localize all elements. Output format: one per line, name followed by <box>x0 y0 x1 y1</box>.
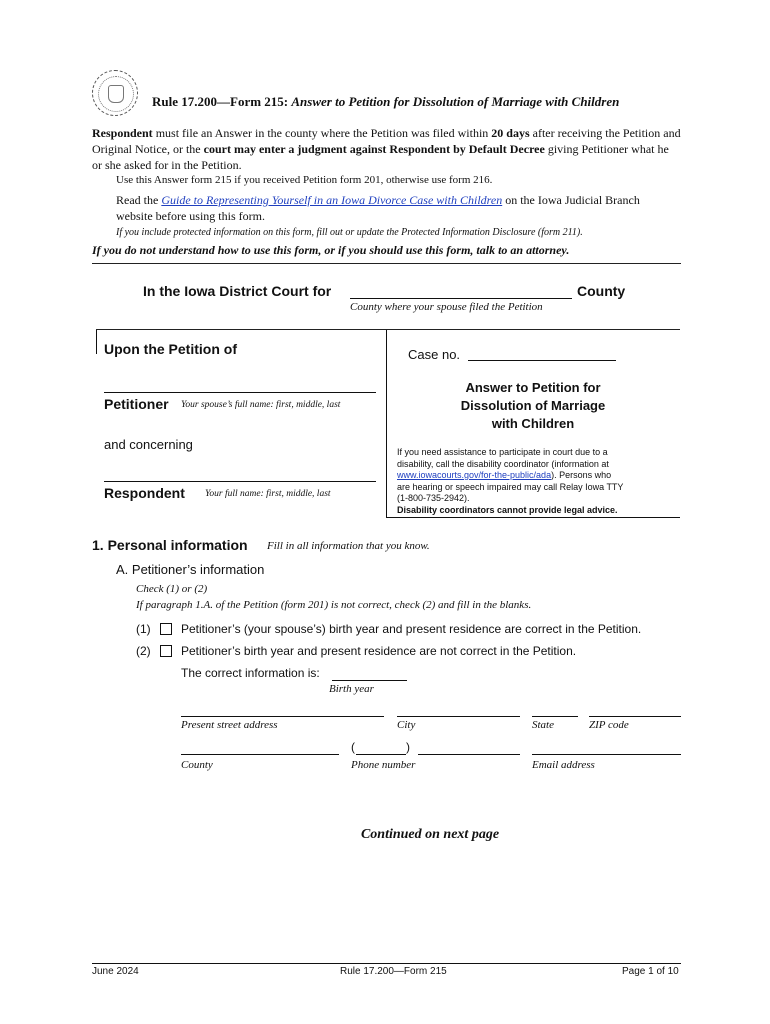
ada-link[interactable]: www.iowacourts.gov/for-the-public/ada <box>397 470 552 480</box>
county-label: County <box>577 283 626 299</box>
street-address-line[interactable] <box>181 716 384 717</box>
petitioner-hint: Your spouse’s full name: first, middle, last <box>181 400 341 410</box>
petitioner-label: Petitioner <box>104 396 169 412</box>
county-residence-line[interactable] <box>181 754 339 755</box>
birth-year-line[interactable] <box>332 680 407 681</box>
county-input-line[interactable] <box>350 298 572 299</box>
case-number-label: Case no. <box>408 347 461 362</box>
divider <box>92 263 681 264</box>
check-instruction: Check (1) or (2) <box>136 583 208 595</box>
case-number-line[interactable] <box>468 360 616 361</box>
section-1-hint: Fill in all information that you know. <box>267 540 430 552</box>
form-header <box>152 94 619 110</box>
county-residence-hint: County <box>181 759 213 771</box>
caption-left-tick <box>96 330 97 354</box>
city-line[interactable] <box>397 716 520 717</box>
street-address-hint: Present street address <box>181 719 278 731</box>
concerning-label: and concerning <box>104 437 193 452</box>
phone-hint: Phone number <box>351 759 416 771</box>
correct-info-label: The correct information is: <box>181 666 320 680</box>
option-2-checkbox[interactable] <box>160 645 172 657</box>
state-line[interactable] <box>532 716 578 717</box>
petitioner-info-heading: A. Petitioner’s information <box>116 562 265 577</box>
option-1-checkbox[interactable] <box>160 623 172 635</box>
section-1-heading: 1. Personal information <box>92 537 248 553</box>
protected-info-note: If you include protected information on this form, fill out or update the Protected Information Disclosure (form 211). <box>116 227 583 238</box>
option-2-label: Petitioner’s birth year and present residence are not correct in the Petition. <box>181 644 577 658</box>
read-guide-note: Read the Guide to Representing Yourself in an Iowa Divorce Case with Children on the Iowa Judicial Branch website before using this form. <box>116 193 640 223</box>
continued-note: Continued on next page <box>360 827 500 842</box>
zip-code-line[interactable] <box>589 716 681 717</box>
option-1-number: (1) <box>136 622 151 636</box>
phone-number-line[interactable] <box>418 754 520 755</box>
if-paragraph-instruction: If paragraph 1.A. of the Petition (form 201) is not correct, check (2) and fill in the blanks. <box>136 599 532 611</box>
respondent-name-line[interactable] <box>104 481 376 482</box>
footer-divider <box>92 963 681 964</box>
upon-petition-label: Upon the Petition of <box>104 341 237 357</box>
option-2-number: (2) <box>136 644 151 658</box>
state-hint: State <box>532 719 554 731</box>
petitioner-name-line[interactable] <box>104 392 376 393</box>
footer-date: June 2024 <box>92 966 139 977</box>
attorney-warning: If you do not understand how to use this form, or if you should use this form, talk to an attorney. <box>92 243 570 257</box>
rule-number: Rule 17.200—Form 215: <box>152 94 289 109</box>
caption-form-title: Answer to Petition for Dissolution of Marriage with Children <box>460 380 606 431</box>
caption-bottom-border <box>386 517 680 518</box>
iowa-judicial-seal-icon <box>92 70 138 116</box>
footer-page: Page 1 of 10 <box>622 966 679 977</box>
caption-top-border <box>96 329 680 330</box>
guide-link[interactable]: Guide to Representing Yourself in an Iowa Divorce Case with Children <box>161 193 503 207</box>
respondent-label: Respondent <box>104 485 185 501</box>
use-form-note: Use this Answer form 215 if you received Petition form 201, otherwise use form 216. <box>116 174 493 186</box>
birth-year-hint: Birth year <box>329 683 374 695</box>
city-hint: City <box>397 719 416 731</box>
county-hint: County where your spouse filed the Petition <box>350 301 543 313</box>
zip-code-hint: ZIP code <box>589 719 629 731</box>
phone-area-code-line[interactable] <box>356 754 406 755</box>
footer-form: Rule 17.200—Form 215 <box>340 966 447 977</box>
email-line[interactable] <box>532 754 681 755</box>
intro-paragraph: Respondent must file an Answer in the county where the Petition was filed within 20 days after receiving the Petition and Original Notice, or the court may enter a judgment against Respondent by Default Decree giving Petitioner what he or she asked for in the Petition. <box>92 126 681 172</box>
court-label: In the Iowa District Court for <box>143 283 332 299</box>
phone-paren-close: ) <box>406 740 410 754</box>
respondent-hint: Your full name: first, middle, last <box>205 489 331 499</box>
form-title: Answer to Petition for Dissolution of Marriage with Children <box>291 94 620 109</box>
phone-paren-open: ( <box>351 740 355 754</box>
ada-notice: If you need assistance to participate in court due to a disability, call the disability coordinator (information at www.iowacourts.gov/for-the-public/ada). Persons who are hearing or speech impaired may call Relay Iowa TTY (1-800-735-2942). Disability coordinators cannot provide legal advice. <box>397 447 624 515</box>
option-1-label: Petitioner’s (your spouse’s) birth year and present residence are correct in the Petition. <box>181 622 642 636</box>
email-hint: Email address <box>532 759 595 771</box>
